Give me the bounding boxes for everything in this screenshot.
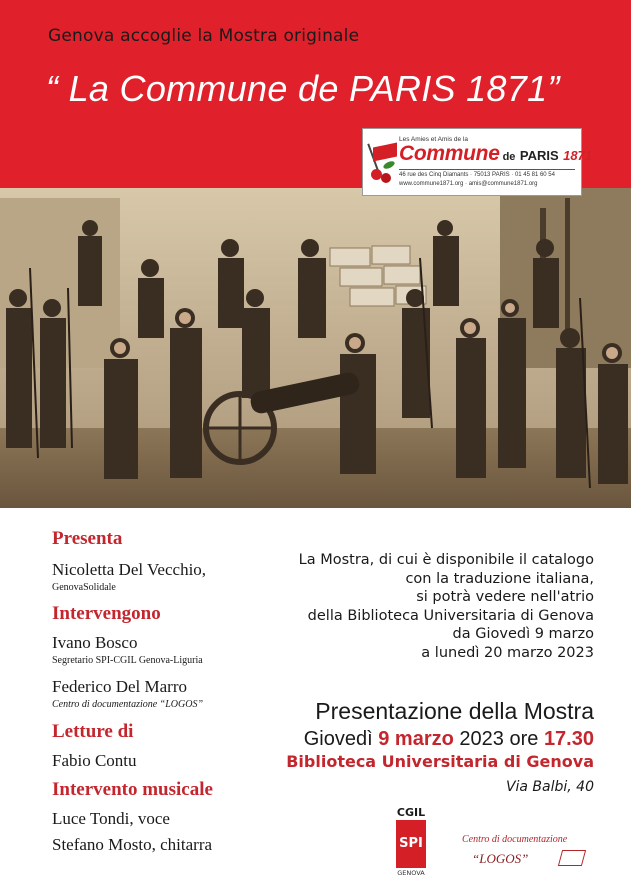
- speaker2-role: Centro di documentazione “LOGOS”: [52, 699, 204, 710]
- presenta-heading: Presenta: [52, 528, 123, 549]
- logo-commune: Commune: [399, 142, 500, 165]
- intervengono-heading: Intervengono: [52, 603, 161, 624]
- speaker2-name: Federico Del Marro: [52, 677, 188, 696]
- exhibition-title: “ La Commune de PARIS 1871”: [46, 68, 560, 109]
- speaker1-role: Segretario SPI-CGIL Genova-Liguria: [52, 655, 203, 666]
- book-icon: [558, 850, 586, 866]
- presentation-day: Giovedì: [303, 728, 373, 750]
- logo-small-text: Les Amies et Amis de la: [399, 136, 469, 143]
- letture-name: Fabio Contu: [52, 751, 137, 770]
- logo-web: www.commune1871.org · amis@commune1871.org: [399, 181, 538, 187]
- logo-address: 46 rue des Cinq Diamants · 75013 PARIS · 01 45 81 60 54: [399, 172, 555, 178]
- presentation-venue: Biblioteca Universitaria di Genova: [286, 752, 594, 771]
- presentation-time: 17.30: [543, 728, 594, 750]
- presentation-title: Presentazione della Mostra: [315, 698, 594, 724]
- commune-logo: [362, 128, 593, 196]
- presentation-year: 2023 ore: [459, 728, 539, 750]
- communards-photo-illustration: [0, 188, 631, 508]
- logos-center-logo: [462, 834, 602, 867]
- presentation-date: [304, 728, 594, 751]
- leaf-icon: [382, 160, 395, 171]
- genova-label: GENOVA: [397, 869, 425, 877]
- logo-divider: [399, 169, 575, 170]
- info-line: della Biblioteca Universitaria di Genova: [307, 607, 594, 624]
- letture-heading: Letture di: [52, 721, 134, 742]
- speaker1-name: Ivano Bosco: [52, 633, 138, 652]
- cgil-spi-logo: [394, 806, 428, 877]
- exhibition-info: [299, 551, 594, 662]
- info-line: da Giovedì 9 marzo: [452, 626, 594, 642]
- logos-line2: “LOGOS”: [472, 851, 529, 866]
- info-line: si potrà vedere nell'atrio: [416, 589, 594, 605]
- red-flag-icon: [373, 142, 397, 161]
- presenta-role: GenovaSolidale: [52, 582, 116, 593]
- cherry-icon: [381, 173, 391, 183]
- presenta-name: Nicoletta Del Vecchio,: [52, 560, 207, 579]
- logo-wordmark: [399, 142, 592, 166]
- musica-name-2: Stefano Mosto, chitarra: [52, 835, 213, 854]
- subtitle: Genova accoglie la Mostra originale: [48, 26, 360, 46]
- logo-paris: PARIS: [519, 148, 559, 163]
- musica-heading: Intervento musicale: [52, 779, 213, 800]
- program-list: [52, 528, 267, 855]
- logo-year: 1871: [563, 148, 593, 163]
- info-line: La Mostra, di cui è disponibile il catalogo: [298, 552, 594, 568]
- cgil-label: CGIL: [396, 806, 426, 819]
- presentation-address: Via Balbi, 40: [505, 779, 594, 795]
- musica-name-1: Luce Tondi, voce: [52, 809, 170, 828]
- presentation-date-value: 9 marzo: [378, 728, 454, 750]
- info-line: con la traduzione italiana,: [405, 570, 594, 587]
- info-line: a lunedì 20 marzo 2023: [421, 644, 594, 661]
- historical-photo: [0, 188, 631, 508]
- spi-label: SPI: [396, 820, 426, 868]
- logos-line1: Centro di documentazione: [462, 834, 568, 845]
- logo-de: de: [502, 151, 516, 163]
